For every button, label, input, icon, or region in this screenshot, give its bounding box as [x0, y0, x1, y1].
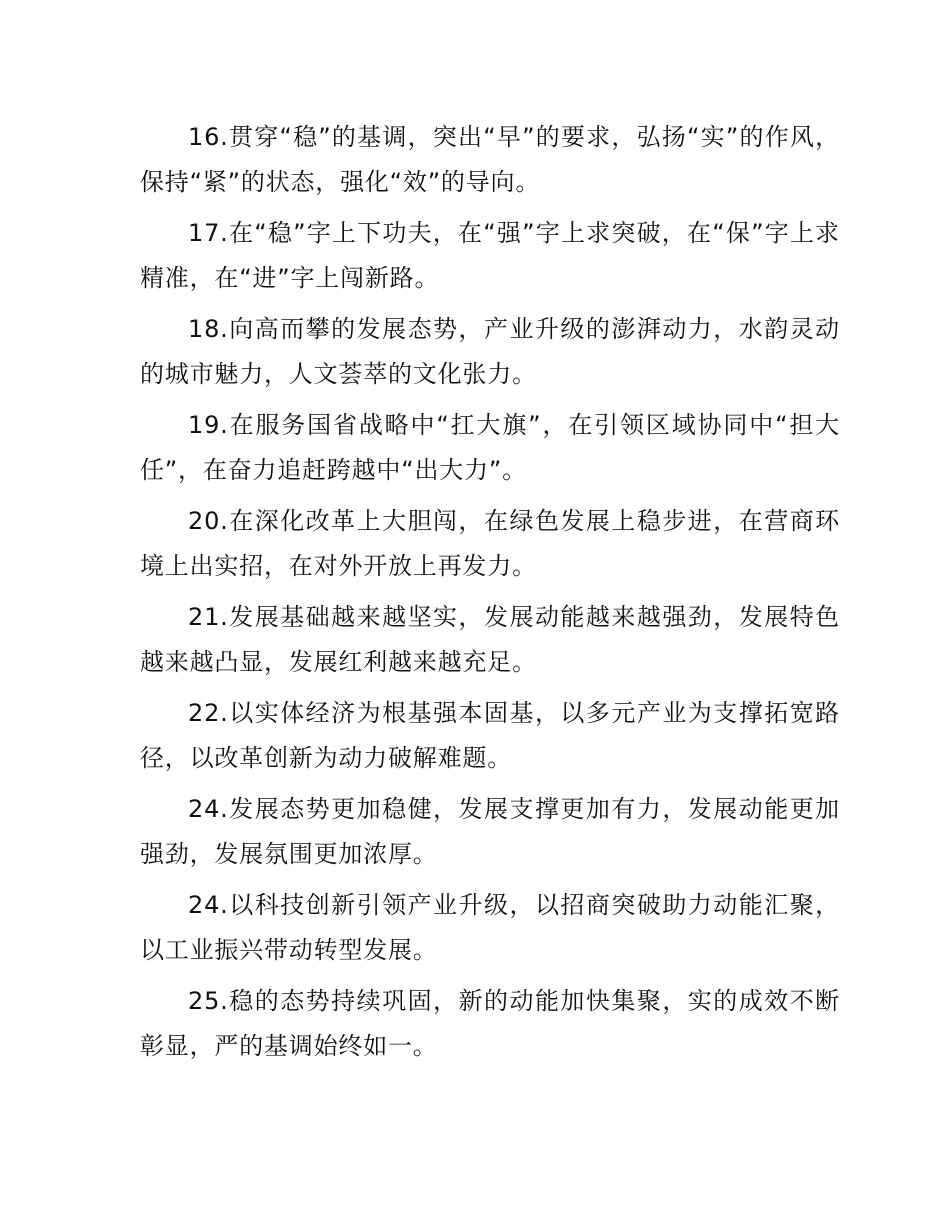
paragraph-19: 19.在服务国省战略中“扛大旗”，在引领区域协同中“担大任”，在奋力追赶跨越中“出大力”。 — [140, 411, 840, 484]
paragraph-24b: 24.以科技创新引领产业升级，以招商突破助力动能汇聚，以工业振兴带动转型发展。 — [140, 891, 840, 964]
paragraph-25: 25.稳的态势持续巩固，新的动能加快集聚，实的成效不断彰显，严的基调始终如一。 — [140, 987, 840, 1060]
paragraph-20: 20.在深化改革上大胆闯，在绿色发展上稳步进，在营商环境上出实招，在对外开放上再发力。 — [140, 507, 840, 580]
paragraph-18: 18.向高而攀的发展态势，产业升级的澎湃动力，水韵灵动的城市魅力，人文荟萃的文化张力。 — [140, 315, 840, 388]
paragraph-21: 21.发展基础越来越坚实，发展动能越来越强劲，发展特色越来越凸显，发展红利越来越充足。 — [140, 603, 840, 676]
paragraph-24a: 24.发展态势更加稳健，发展支撑更加有力，发展动能更加强劲，发展氛围更加浓厚。 — [140, 795, 840, 868]
paragraph-17: 17.在“稳”字上下功夫，在“强”字上求突破，在“保”字上求精准，在“进”字上闯新路。 — [140, 219, 840, 292]
paragraph-16: 16.贯穿“稳”的基调，突出“早”的要求，弘扬“实”的作风，保持“紧”的状态，强化“效”的导向。 — [140, 123, 840, 196]
paragraph-22: 22.以实体经济为根基强本固基，以多元产业为支撑拓宽路径，以改革创新为动力破解难题。 — [140, 699, 840, 772]
document-body — [140, 115, 840, 1075]
